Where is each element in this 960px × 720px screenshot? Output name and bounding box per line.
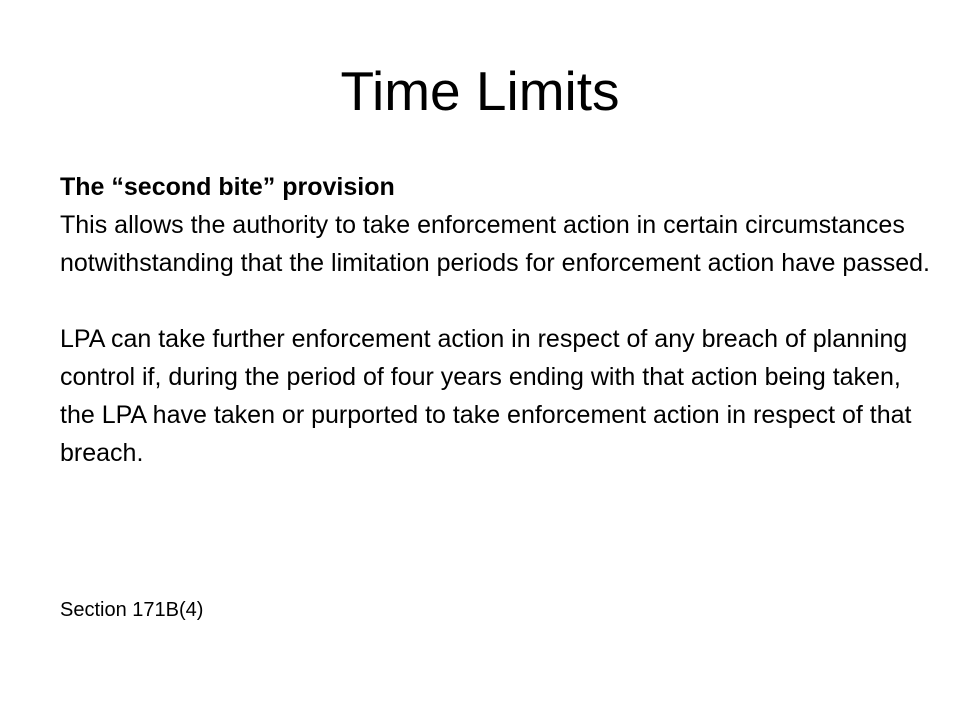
slide-body xyxy=(60,168,940,472)
slide-title: Time Limits xyxy=(340,60,620,122)
paragraph-intro: This allows the authority to take enforcement action in certain circumstances notwithstanding that the limitation periods for enforcement action have passed. xyxy=(60,211,930,277)
section-citation: Section 171B(4) xyxy=(60,599,204,621)
subheading: The “second bite” provision xyxy=(60,173,395,201)
paragraph-provision: LPA can take further enforcement action in respect of any breach of planning control if, during the period of four years ending with that action being taken, the LPA have taken or purported to take enforcement action in respect of that breach. xyxy=(60,325,912,467)
